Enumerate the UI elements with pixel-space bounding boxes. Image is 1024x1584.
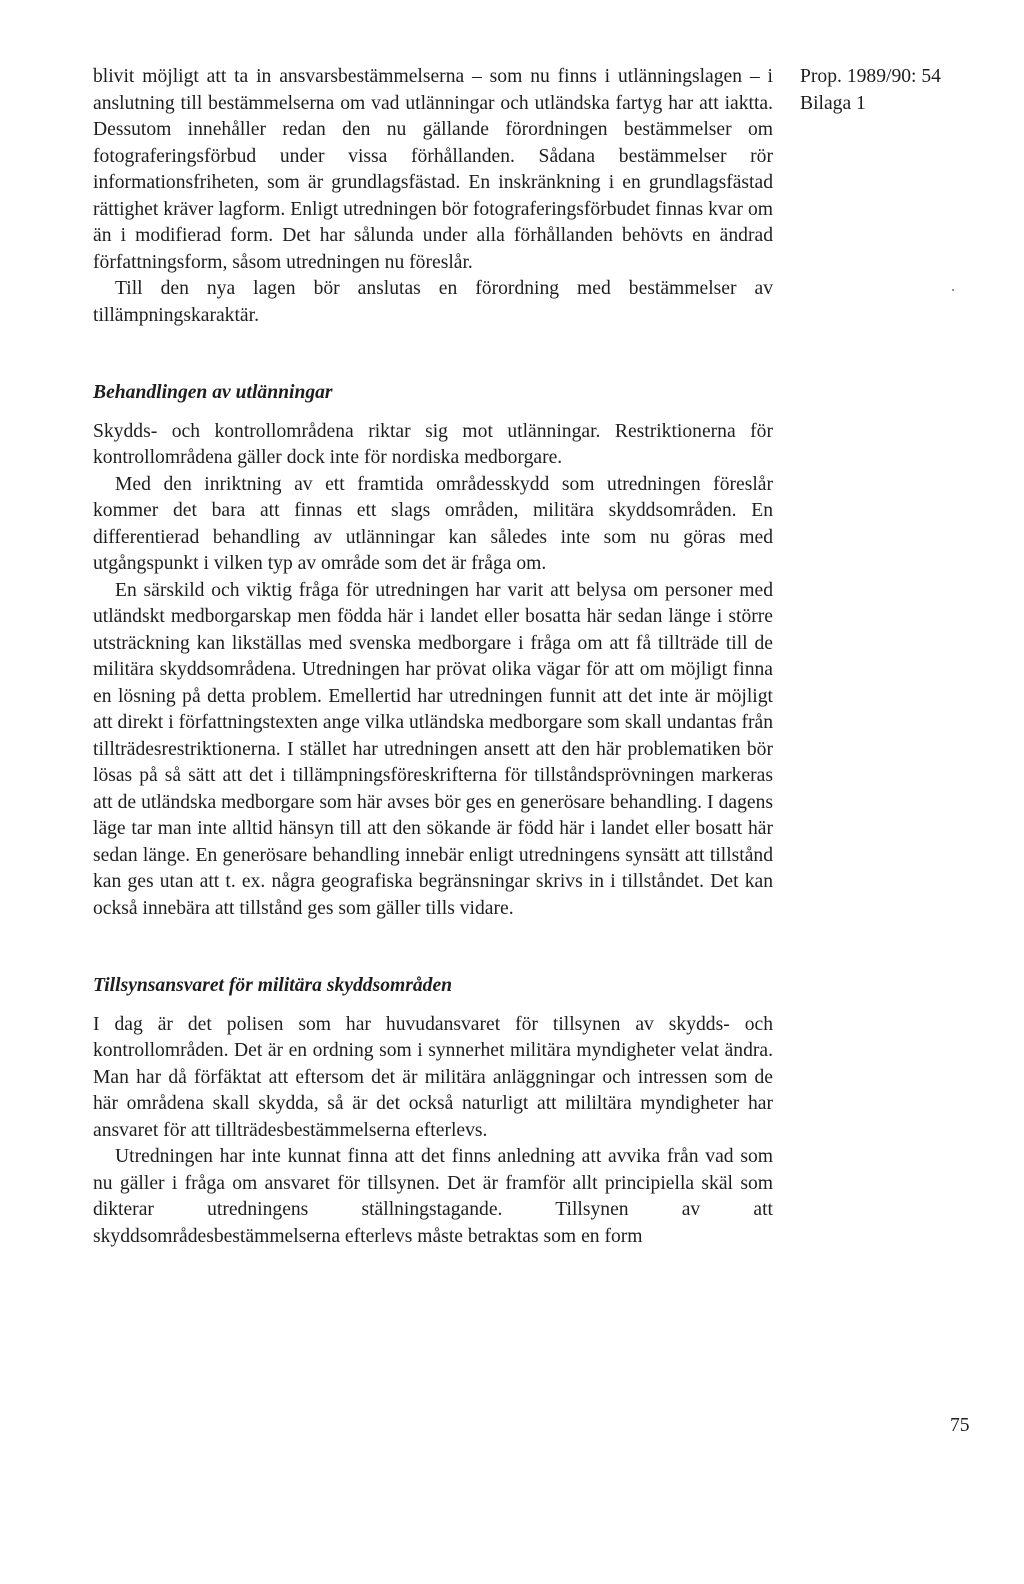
proposition-number: Prop. 1989/90: 54 — [800, 66, 941, 87]
section-heading: Tillsynsansvaret för militära skyddsområden — [93, 975, 453, 996]
margin-reference — [800, 64, 1000, 117]
paragraph: Utredningen har inte kunnat finna att det finns anledning att avvika från vad som nu gäller i fråga om ansvaret för tillsynen. Det är framför allt principiella skäl som dikterar utredningens ställningstagande. Tillsynen av att skyddsområdesbestämmelserna efterlevs måste betraktas som en form — [93, 1146, 773, 1247]
body-text — [93, 64, 773, 1250]
page-number: 75 — [950, 1415, 970, 1436]
paragraph: Med den inriktning av ett framtida områdesskydd som utredningen föreslår kommer det bara att finnas ett slags områden, militära skyddsområden. En differentierad behandling av utlänningar kan således inte som nu göras med utgångspunkt i vilken typ av område som det är fråga om. — [93, 473, 773, 574]
appendix-label: Bilaga 1 — [800, 92, 866, 114]
paragraph: Skydds- och kontrollområdena riktar sig mot utlänningar. Restriktionerna för kontrollområdena gäller dock inte för nordiska medborgare. — [93, 420, 773, 468]
paragraph: blivit möjligt att ta in ansvarsbestämmelserna – som nu finns i utlänningslagen – i anslutning till bestämmelserna om vad utlänningar och utländska fartyg har att iaktta. Dessutom innehåller redan den nu gällande förordningen bestämmelser om fotograferingsförbud under vissa förhållanden. Sådana bestämmelser rör informationsfriheten, som är grundlagsfästad. En inskränkning i en grundlagsfästad rättighet kräver lagform. Enligt utredningen bör fotograferingsförbudet finnas kvar om än i modifierad form. Det har sålunda under alla förhållanden behövts en ändrad författningsform, såsom utredningen nu föreslår. — [93, 66, 773, 273]
paragraph: Till den nya lagen bör anslutas en förordning med bestämmelser av tillämpningskaraktär. — [93, 278, 773, 326]
scan-speck — [952, 289, 954, 291]
paragraph: I dag är det polisen som har huvudansvaret för tillsynen av skydds- och kontrollområden. Det är en ordning som i synnerhet militära myndigheter velat ändra. Man har då förfäktat att eftersom det är militära anläggningar och intressen som de här områdena skall skydda, så är det också naturligt att mililtära myndigheter har ansvaret för att tillträdesbestämmelserna efterlevs. — [93, 1013, 773, 1141]
section-heading: Behandlingen av utlänningar — [93, 382, 333, 403]
paragraph: En särskild och viktig fråga för utredningen har varit att belysa om personer med utländskt medborgarskap men födda här i landet eller bosatta här sedan länge i större utsträckning kan likställas med svenska medborgare i fråga om att få tillträde till de militära skyddsområdena. Utredningen har prövat olika vägar för att om möjligt finna en lösning på detta problem. Emellertid har utredningen funnit att det inte är möjligt att direkt i författningstexten ange vilka utländska medborgare som skall undantas från tillträdesrestriktionerna. I stället har utredningen ansett att den här problematiken bör lösas på så sätt att det i tillämpningsföreskrifterna för tillståndsprövningen markeras att de utländska medborgare som här avses bör ges en generösare behandling. I dagens läge tar man inte alltid hänsyn till att den sökande är född här i landet eller bosatt här sedan länge. En generösare behandling innebär enligt utredningens synsätt att tillstånd kan ges utan att t. ex. några geografiska begränsningar skrivs in i tillståndet. Det kan också innebära att tillstånd ges som gäller tills vidare. — [93, 579, 773, 919]
